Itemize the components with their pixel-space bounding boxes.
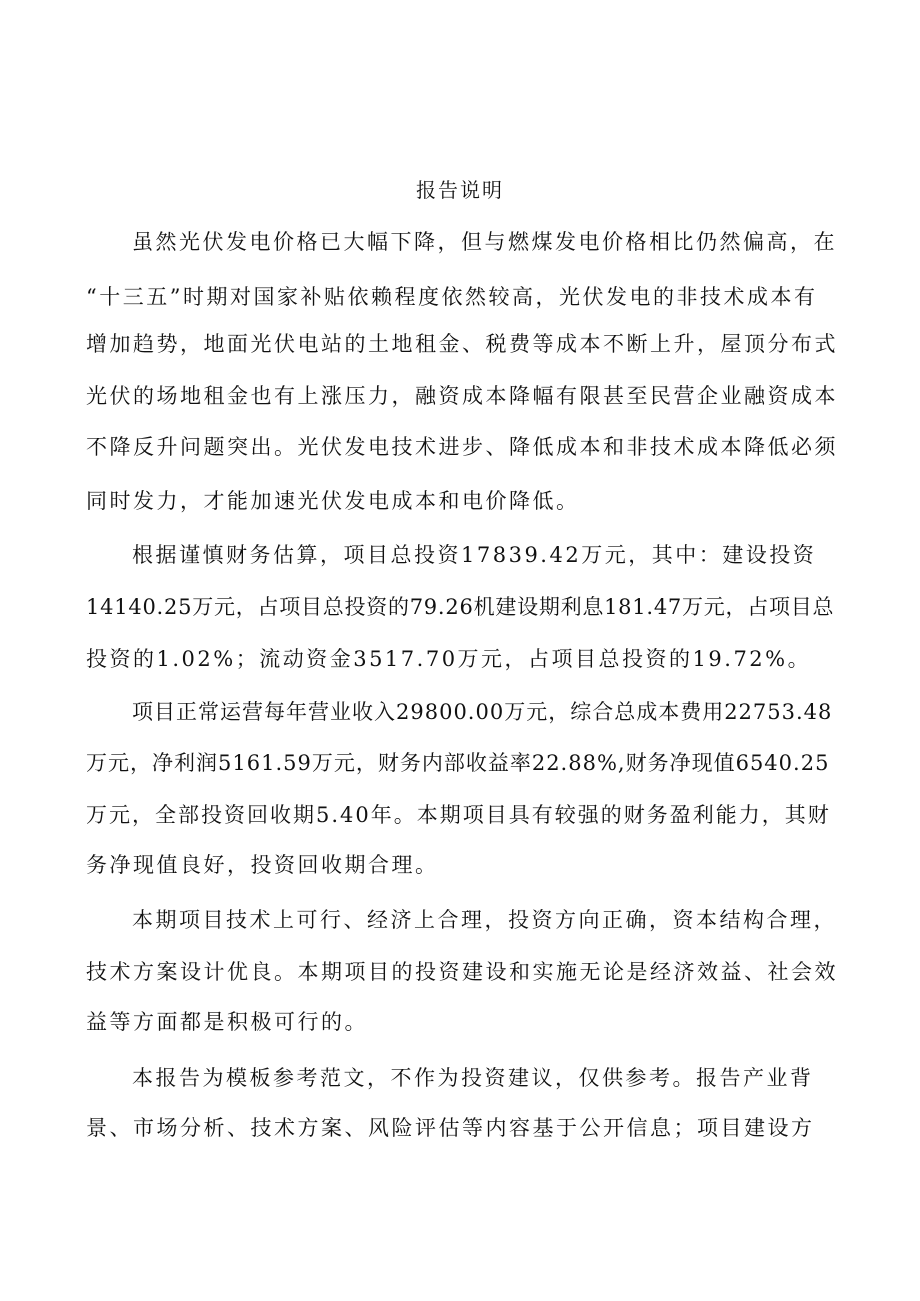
paragraph-4-line-1: 本期项目技术上可行、经济上合理，投资方向正确，资本结构合理， (132, 908, 837, 932)
page-title: 报告说明 (416, 178, 504, 202)
paragraph-3-line-1: 项目正常运营每年营业收入29800.00万元，综合总成本费用22753.48 (132, 700, 833, 724)
paragraph-3-line-2: 万元，净利润5161.59万元，财务内部收益率22.88%,财务净现值6540.25 (86, 751, 830, 775)
paragraph-1-line-6: 同时发力，才能加速光伏发电成本和电价降低。 (86, 489, 580, 513)
paragraph-1-line-2: “十三五”时期对国家补贴依赖程度依然较高，光伏发电的非技术成本有 (86, 285, 818, 309)
paragraph-1-line-3: 增加趋势，地面光伏电站的土地租金、税费等成本不断上升，屋顶分布式 (86, 332, 838, 356)
paragraph-2-line-3: 投资的1.02%；流动资金3517.70万元，占项目总投资的19.72%。 (86, 647, 812, 671)
paragraph-1-line-4: 光伏的场地租金也有上涨压力，融资成本降幅有限甚至民营企业融资成本 (86, 384, 838, 408)
paragraph-1-line-5: 不降反升问题突出。光伏发电技术进步、降低成本和非技术成本降低必须 (86, 435, 838, 459)
paragraph-5-line-2: 景、市场分析、技术方案、风险评估等内容基于公开信息；项目建设方 (86, 1116, 815, 1140)
paragraph-2-line-2: 14140.25万元，占项目总投资的79.26机建设期利息181.47万元，占项目总 (86, 595, 835, 619)
paragraph-2-line-1: 根据谨慎财务估算，项目总投资17839.42万元，其中：建设投资 (132, 543, 817, 567)
paragraph-4-line-3: 益等方面都是积极可行的。 (86, 1010, 368, 1034)
paragraph-1-line-1: 虽然光伏发电价格已大幅下降，但与燃煤发电价格相比仍然偏高，在 (132, 230, 837, 254)
paragraph-5-line-1: 本报告为模板参考范文，不作为投资建议，仅供参考。报告产业背 (132, 1066, 814, 1090)
paragraph-3-line-3: 万元，全部投资回收期5.40年。本期项目具有较强的财务盈利能力，其财 (86, 803, 831, 827)
paragraph-3-line-4: 务净现值良好，投资回收期合理。 (86, 853, 439, 877)
paragraph-4-line-2: 技术方案设计优良。本期项目的投资建设和实施无论是经济效益、社会效 (86, 960, 838, 984)
